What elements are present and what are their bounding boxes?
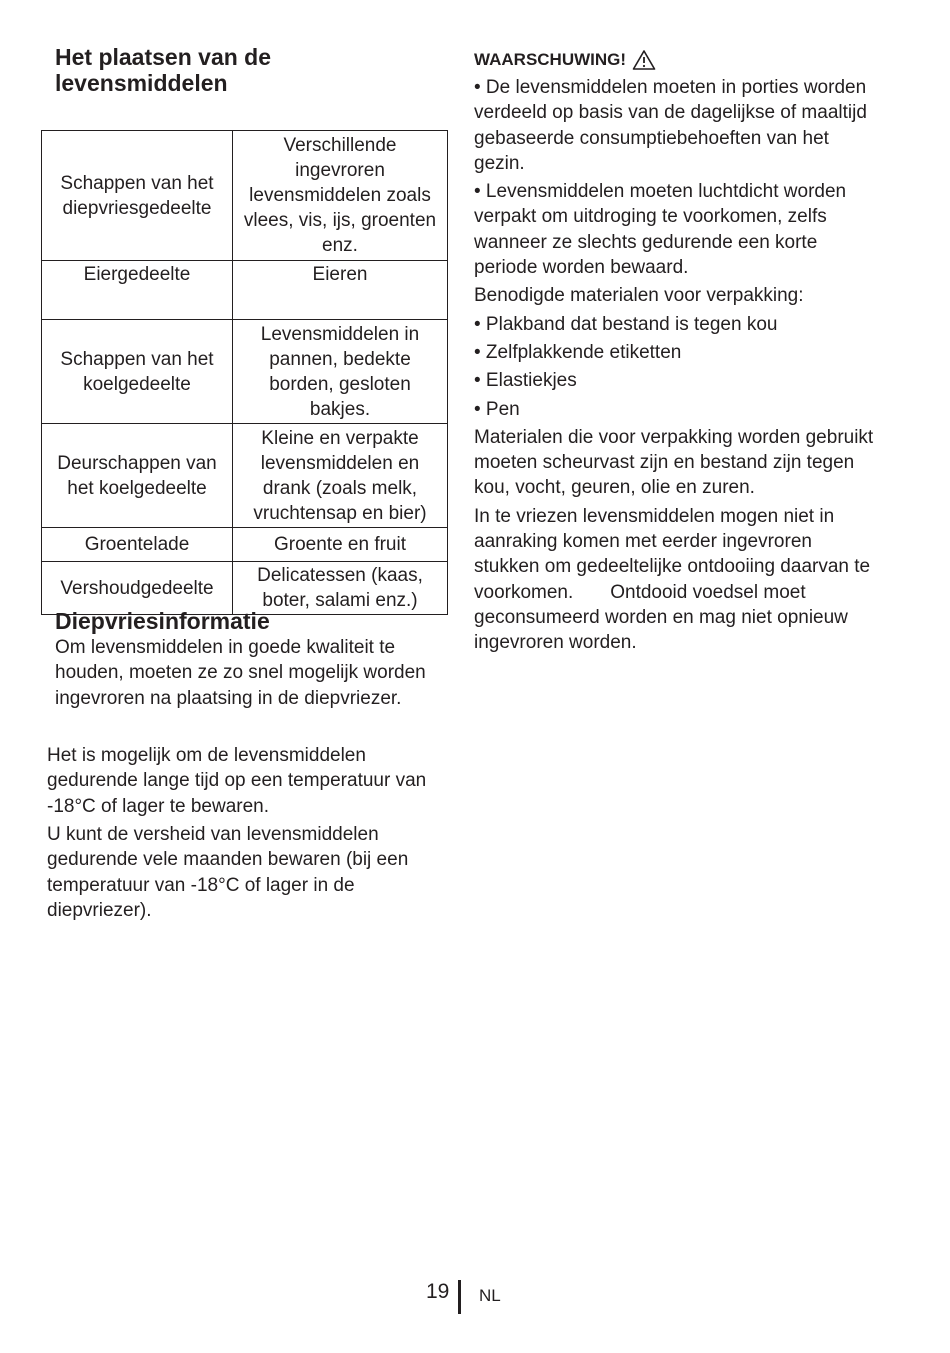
list-item: • Elastiekjes <box>474 370 577 392</box>
warning-body <box>474 75 874 659</box>
paragraph: U kunt de versheid van levensmiddelen gedurende vele maanden bewaren (bij een temperatuur van -18°C of lager in de diepvriezer). <box>47 824 409 921</box>
table-cell-items: Kleine en verpakte levensmiddelen en drank (zoals melk, vruchtensap en bier) <box>233 424 448 528</box>
table-cell-items: Verschillende ingevroren levensmiddelen zoals vlees, vis, ijs, groenten enz. <box>233 131 448 261</box>
list-item: • Zelfplakkende etiketten <box>474 341 682 363</box>
table-cell-location: Vershoudgedeelte <box>42 562 233 615</box>
subsection-title: Diepvriesinformatie <box>55 608 270 634</box>
list-item: • Levensmiddelen moeten luchtdicht worden verpakt om uitdroging te voorkomen, zelfs wanneer ze slechts gedurende een korte periode worden bewaard. <box>474 181 847 279</box>
language-code: NL <box>479 1286 501 1305</box>
table-row <box>42 131 448 261</box>
table-cell-location: Deurschappen van het koelgedeelte <box>42 424 233 528</box>
warning-heading <box>474 46 656 74</box>
footer-divider <box>458 1280 461 1314</box>
warning-triangle-icon <box>632 49 656 71</box>
list-item: • Plakband dat bestand is tegen kou <box>474 313 778 335</box>
warning-title: WAARSCHUWING! <box>474 50 627 69</box>
table-row <box>42 528 448 562</box>
materials-intro: Benodigde materialen voor verpakking: <box>474 285 804 307</box>
paragraph: Het is mogelijk om de levensmiddelen gedurende lange tijd op een temperatuur van -18°C of lager te bewaren. <box>47 745 427 817</box>
list-item: • Pen <box>474 398 520 420</box>
paragraph: Materialen die voor verpakking worden gebruikt moeten scheurvast zijn en bestand zijn tegen kou, vocht, geuren, olie en zuren. <box>474 426 874 499</box>
table-cell-items: Delicatessen (kaas, boter, salami enz.) <box>233 562 448 615</box>
table-cell-items: Levensmiddelen in pannen, bedekte borden, gesloten bakjes. <box>233 320 448 424</box>
table-cell-location: Schappen van het koelgedeelte <box>42 320 233 424</box>
paragraph: In te vriezen levensmiddelen mogen niet in aanraking komen met eerder ingevroren stukken om gedeeltelijke ontdooiing daarvan te voorkomen. Ontdooid voedsel moet geconsumeerd worden en mag niet opnieuw ingevroren worden. <box>474 505 876 654</box>
table-cell-location: Groentelade <box>42 528 233 562</box>
table-cell-items: Eieren <box>233 261 448 320</box>
table-cell-location: Schappen van het diepvriesgedeelte <box>42 131 233 261</box>
list-item: • De levensmiddelen moeten in porties worden verdeeld op basis van de dagelijkse of maaltijd gebaseerde consumptiebehoeften van het gezin. <box>474 77 867 174</box>
table-row <box>42 424 448 528</box>
table-cell-location: Eiergedeelte <box>42 261 233 320</box>
page-number: 19 <box>426 1280 450 1303</box>
table-cell-items: Groente en fruit <box>233 528 448 562</box>
section-title: Het plaatsen van de levensmiddelen <box>55 44 272 96</box>
table-row <box>42 261 448 320</box>
paragraph: Om levensmiddelen in goede kwaliteit te houden, moeten ze zo snel mogelijk worden ingevroren na plaatsing in de diepvriezer. <box>55 637 426 709</box>
food-placement-table <box>41 130 448 615</box>
page-footer <box>0 1278 950 1314</box>
table-row <box>42 320 448 424</box>
